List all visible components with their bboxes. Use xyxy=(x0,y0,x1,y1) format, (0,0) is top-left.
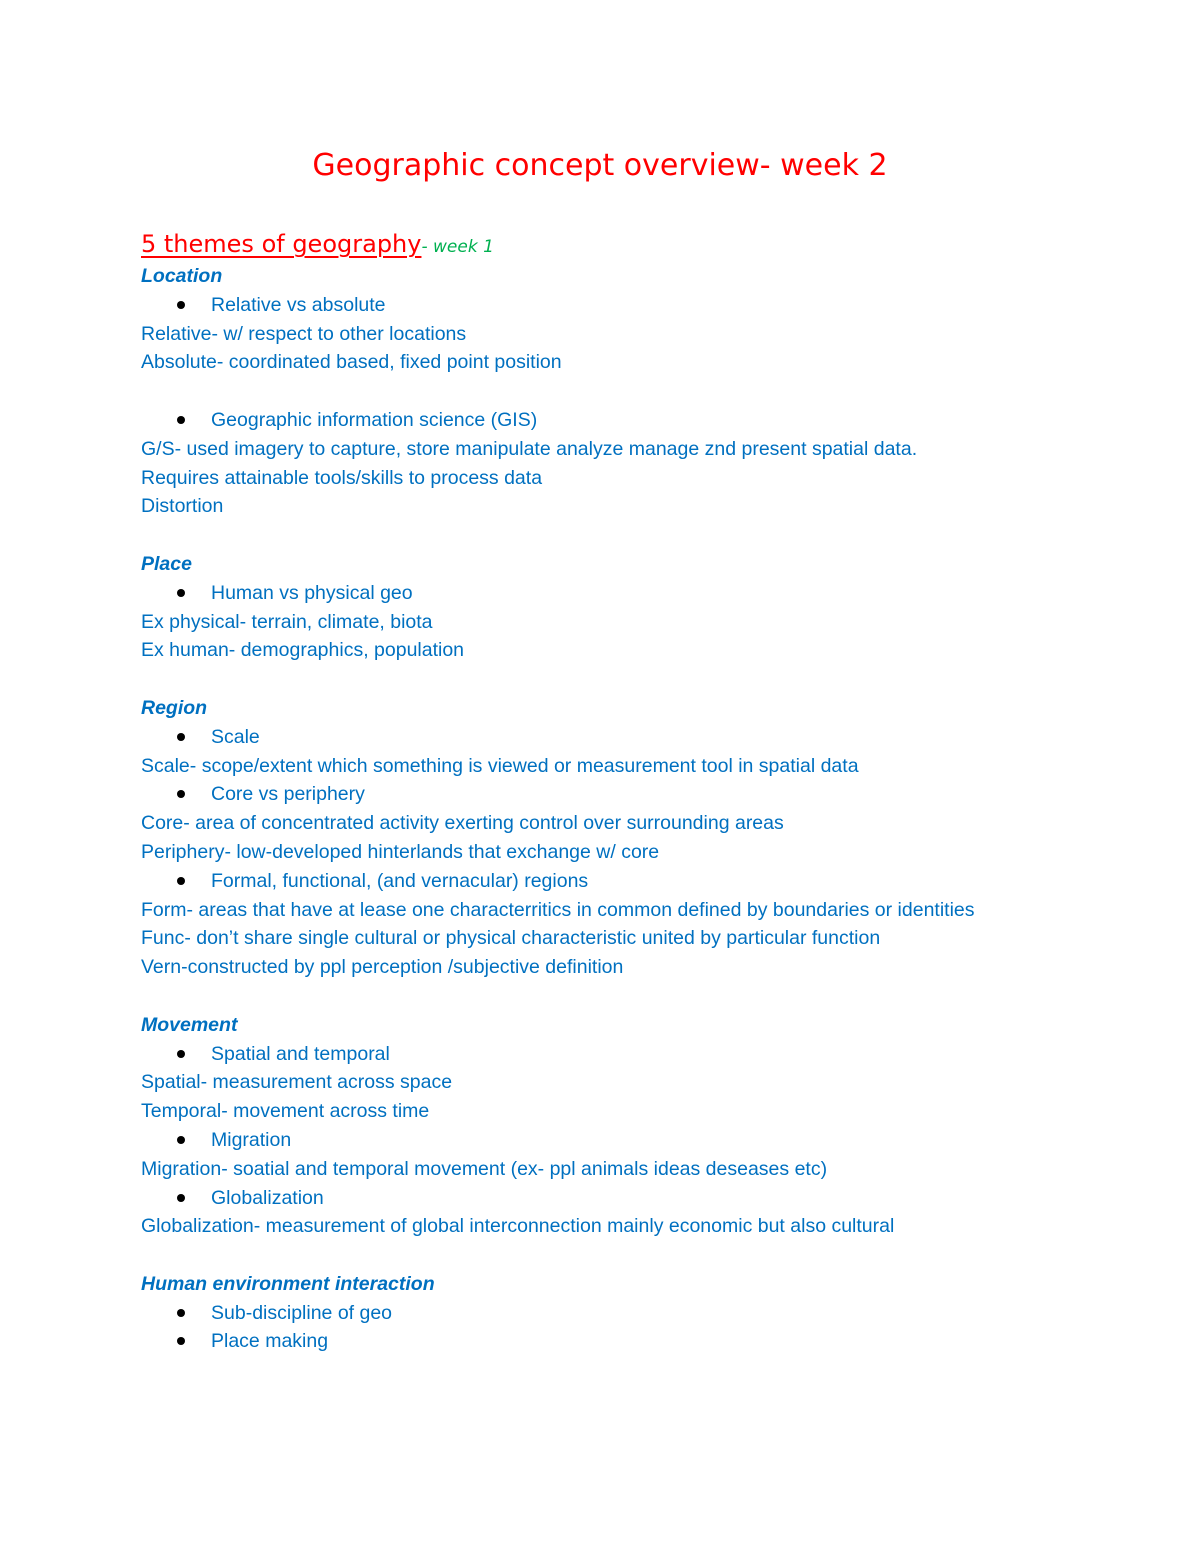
bullet-icon xyxy=(177,416,185,424)
note-line: Core- area of concentrated activity exerting control over surrounding areas xyxy=(141,812,784,835)
note-line: G/S- used imagery to capture, store manipulate analyze manage znd present spatial data. xyxy=(141,437,918,460)
note-line: Relative- w/ respect to other locations xyxy=(141,322,467,345)
bullet-icon xyxy=(177,1309,185,1317)
bullet-text: Place making xyxy=(211,1330,329,1353)
spacer xyxy=(141,665,1101,694)
bullet-text: Formal, functional, (and vernacular) regions xyxy=(211,869,589,892)
theme-hei-title: Human environment interaction xyxy=(141,1272,435,1295)
bullet-icon xyxy=(177,1136,185,1144)
note-line: Absolute- coordinated based, fixed point position xyxy=(141,351,562,374)
spacer xyxy=(141,982,1101,1011)
bullet-item xyxy=(141,867,1101,896)
note-line: Temporal- movement across time xyxy=(141,1100,430,1123)
bullet-text: Spatial and temporal xyxy=(211,1042,390,1065)
spacer xyxy=(141,521,1101,550)
bullet-icon xyxy=(177,877,185,885)
bullet-text: Migration xyxy=(211,1128,292,1151)
bullet-icon xyxy=(177,733,185,741)
bullet-text: Sub-discipline of geo xyxy=(211,1301,393,1324)
note-line: Vern-constructed by ppl perception /subjective definition xyxy=(141,956,624,979)
bullet-text: Scale xyxy=(211,725,260,748)
note-line: Ex physical- terrain, climate, biota xyxy=(141,610,433,633)
section-heading xyxy=(141,226,1101,262)
bullet-icon xyxy=(177,1050,185,1058)
bullet-text: Human vs physical geo xyxy=(211,581,413,604)
note-line: Scale- scope/extent which something is viewed or measurement tool in spatial data xyxy=(141,754,859,777)
bullet-item xyxy=(141,1126,1101,1155)
note-line: Func- don’t share single cultural or physical characteristic united by particular function xyxy=(141,927,881,950)
bullet-item xyxy=(141,780,1101,809)
heading-sub: - week 1 xyxy=(421,237,494,257)
bullet-icon xyxy=(177,1194,185,1202)
bullet-icon xyxy=(177,790,185,798)
note-line: Globalization- measurement of global interconnection mainly economic but also cultural xyxy=(141,1215,895,1238)
bullet-item xyxy=(141,1327,1101,1356)
theme-location-title: Location xyxy=(141,265,223,287)
bullet-icon xyxy=(177,301,185,309)
note-line: Spatial- measurement across space xyxy=(141,1071,453,1094)
note-line: Distortion xyxy=(141,495,224,518)
note-line: Ex human- demographics, population xyxy=(141,639,465,662)
theme-movement-title: Movement xyxy=(141,1013,238,1036)
bullet-text: Relative vs absolute xyxy=(211,293,386,316)
bullet-item xyxy=(141,291,1101,320)
bullet-text: Geographic information science (GIS) xyxy=(211,408,538,431)
note-line: Migration- soatial and temporal movement (ex- ppl animals ideas deseases etc) xyxy=(141,1157,828,1180)
note-line: Requires attainable tools/skills to process data xyxy=(141,466,543,489)
bullet-item xyxy=(141,406,1101,435)
spacer xyxy=(141,377,1101,406)
theme-region-title: Region xyxy=(141,696,208,719)
bullet-text: Globalization xyxy=(211,1186,324,1209)
bullet-item xyxy=(141,1040,1101,1069)
bullet-item xyxy=(141,1299,1101,1328)
note-line: Periphery- low-developed hinterlands that exchange w/ core xyxy=(141,840,660,863)
document-title: Geographic concept overview- week 2 xyxy=(312,148,888,183)
document-body xyxy=(141,226,1101,1356)
theme-place-title: Place xyxy=(141,552,192,575)
bullet-item xyxy=(141,723,1101,752)
bullet-icon xyxy=(177,1337,185,1345)
bullet-item xyxy=(141,579,1101,608)
bullet-text: Core vs periphery xyxy=(211,783,365,806)
heading-main: 5 themes of geography xyxy=(141,230,422,258)
bullet-item xyxy=(141,1184,1101,1213)
note-line: Form- areas that have at lease one characterritics in common defined by boundaries or identities xyxy=(141,898,975,921)
spacer xyxy=(141,1241,1101,1270)
bullet-icon xyxy=(177,589,185,597)
